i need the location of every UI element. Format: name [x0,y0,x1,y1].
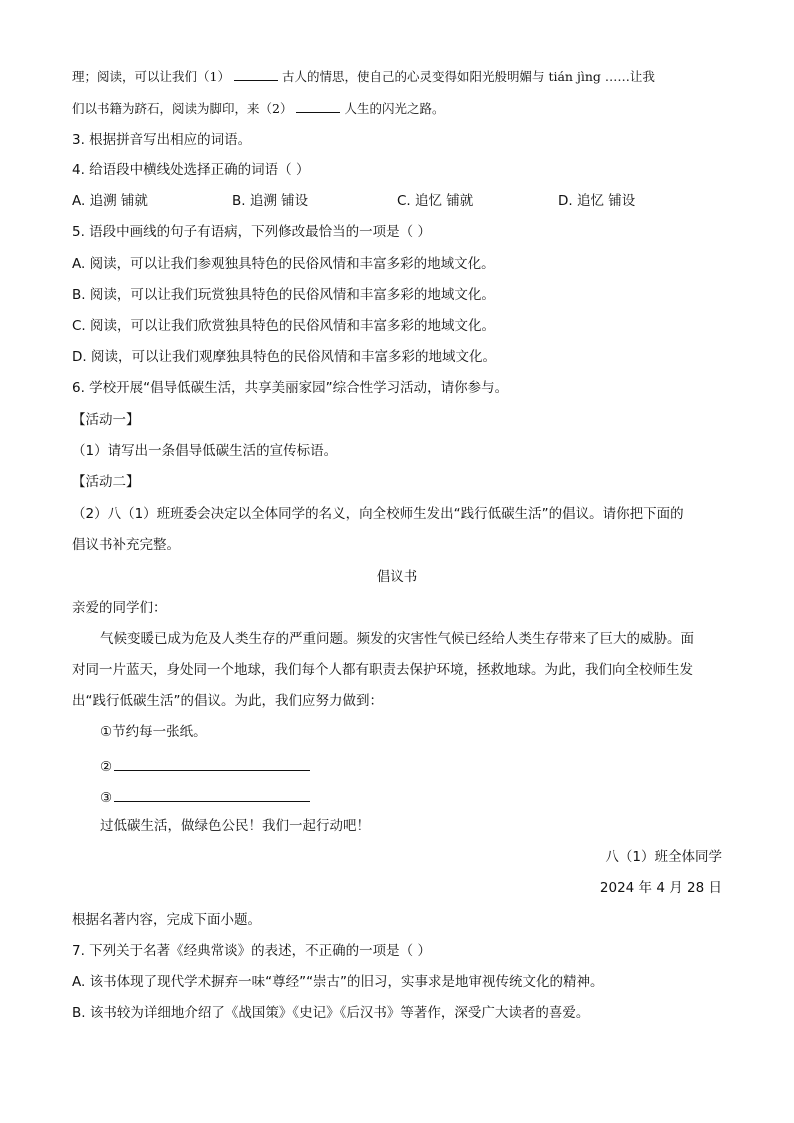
question-4-option-a: A. 追溯 铺就 [72,193,148,209]
section-intro: 根据名著内容，完成下面小题。 [72,912,261,928]
activity-2-task-line-2: 倡议书补充完整。 [72,537,180,553]
question-3: 3. 根据拼音写出相应的词语。 [72,132,252,148]
letter-item-1: ①节约每一张纸。 [100,724,207,740]
activity-1-title: 【活动一】 [72,412,140,428]
question-5-option-a: A. 阅读，可以让我们参观独具特色的民俗风情和丰富多彩的地域文化。 [72,256,495,272]
passage-line-2-suffix: 人生的闪光之路。 [344,101,445,116]
letter-item-2 [100,754,310,777]
question-5-option-d: D. 阅读，可以让我们观摩独具特色的民俗风情和丰富多彩的地域文化。 [72,349,496,365]
question-4-option-c: C. 追忆 铺就 [397,193,474,209]
question-6-stem: 6. 学校开展“倡导低碳生活，共享美丽家园”综合性学习活动，请你参与。 [72,380,509,396]
passage-line-2-prefix: 们以书籍为跻石，阅读为脚印，来（2） [72,101,293,116]
question-5-stem: 5. 语段中画线的句子有语病，下列修改最恰当的一项是（ ） [72,224,431,240]
activity-1-task: （1）请写出一条倡导低碳生活的宣传标语。 [72,443,338,459]
question-4-option-b: B. 追溯 铺设 [232,193,309,209]
letter-item-3-marker: ③ [100,790,113,806]
letter-date: 2024 年 4 月 28 日 [599,880,722,896]
blank-2 [296,98,340,113]
letter-body-line-3: 出“践行低碳生活”的倡议。为此，我们应努力做到： [72,693,383,709]
question-5-option-b: B. 阅读，可以让我们玩赏独具特色的民俗风情和丰富多彩的地域文化。 [72,287,495,303]
letter-body-line-1: 气候变暖已成为危及人类生存的严重问题。频发的灾害性气候已经给人类生存带来了巨大的威胁。面 [100,631,694,647]
question-7-option-a: A. 该书体现了现代学术摒弃一味“尊经”“崇古”的旧习，实事求是地审视传统文化的精神。 [72,974,604,990]
letter-greeting: 亲爱的同学们： [72,600,167,616]
letter-title: 倡议书 [376,569,418,585]
activity-2-title: 【活动二】 [72,474,140,490]
letter-signature: 八（1）班全体同学 [605,849,722,865]
letter-item-3 [100,785,310,808]
blank-1 [234,66,278,81]
question-7-option-b: B. 该书较为详细地介绍了《战国策》《史记》《后汉书》等著作，深受广大读者的喜爱。 [72,1005,590,1021]
letter-body-line-2: 对同一片蓝天，身处同一个地球，我们每个人都有职责去保护环境，拯救地球。为此，我们向全校师生发 [72,662,693,678]
passage-line-1 [72,66,655,87]
letter-closing: 过低碳生活，做绿色公民！我们一起行动吧！ [100,818,370,834]
passage-line-2 [72,98,444,119]
question-4-option-d: D. 追忆 铺设 [558,193,636,209]
question-4-stem: 4. 给语段中横线处选择正确的词语（ ） [72,162,310,178]
letter-item-2-marker: ② [100,759,113,775]
activity-2-task-line-1: （2）八（1）班班委会决定以全体同学的名义，向全校师生发出“践行低碳生活”的倡议。请你把下面的 [72,506,684,522]
answer-line-3 [114,785,310,802]
passage-line-1-mid: 古人的情思，使自己的心灵变得如阳光般明媚与 tián jìng ……让我 [281,69,655,84]
question-7-stem: 7. 下列关于名著《经典常谈》的表述，不正确的一项是（ ） [72,943,431,959]
question-5-option-c: C. 阅读，可以让我们欣赏独具特色的民俗风情和丰富多彩的地域文化。 [72,318,496,334]
answer-line-2 [114,754,310,771]
passage-line-1-prefix: 理；阅读，可以让我们（1） [72,69,230,84]
